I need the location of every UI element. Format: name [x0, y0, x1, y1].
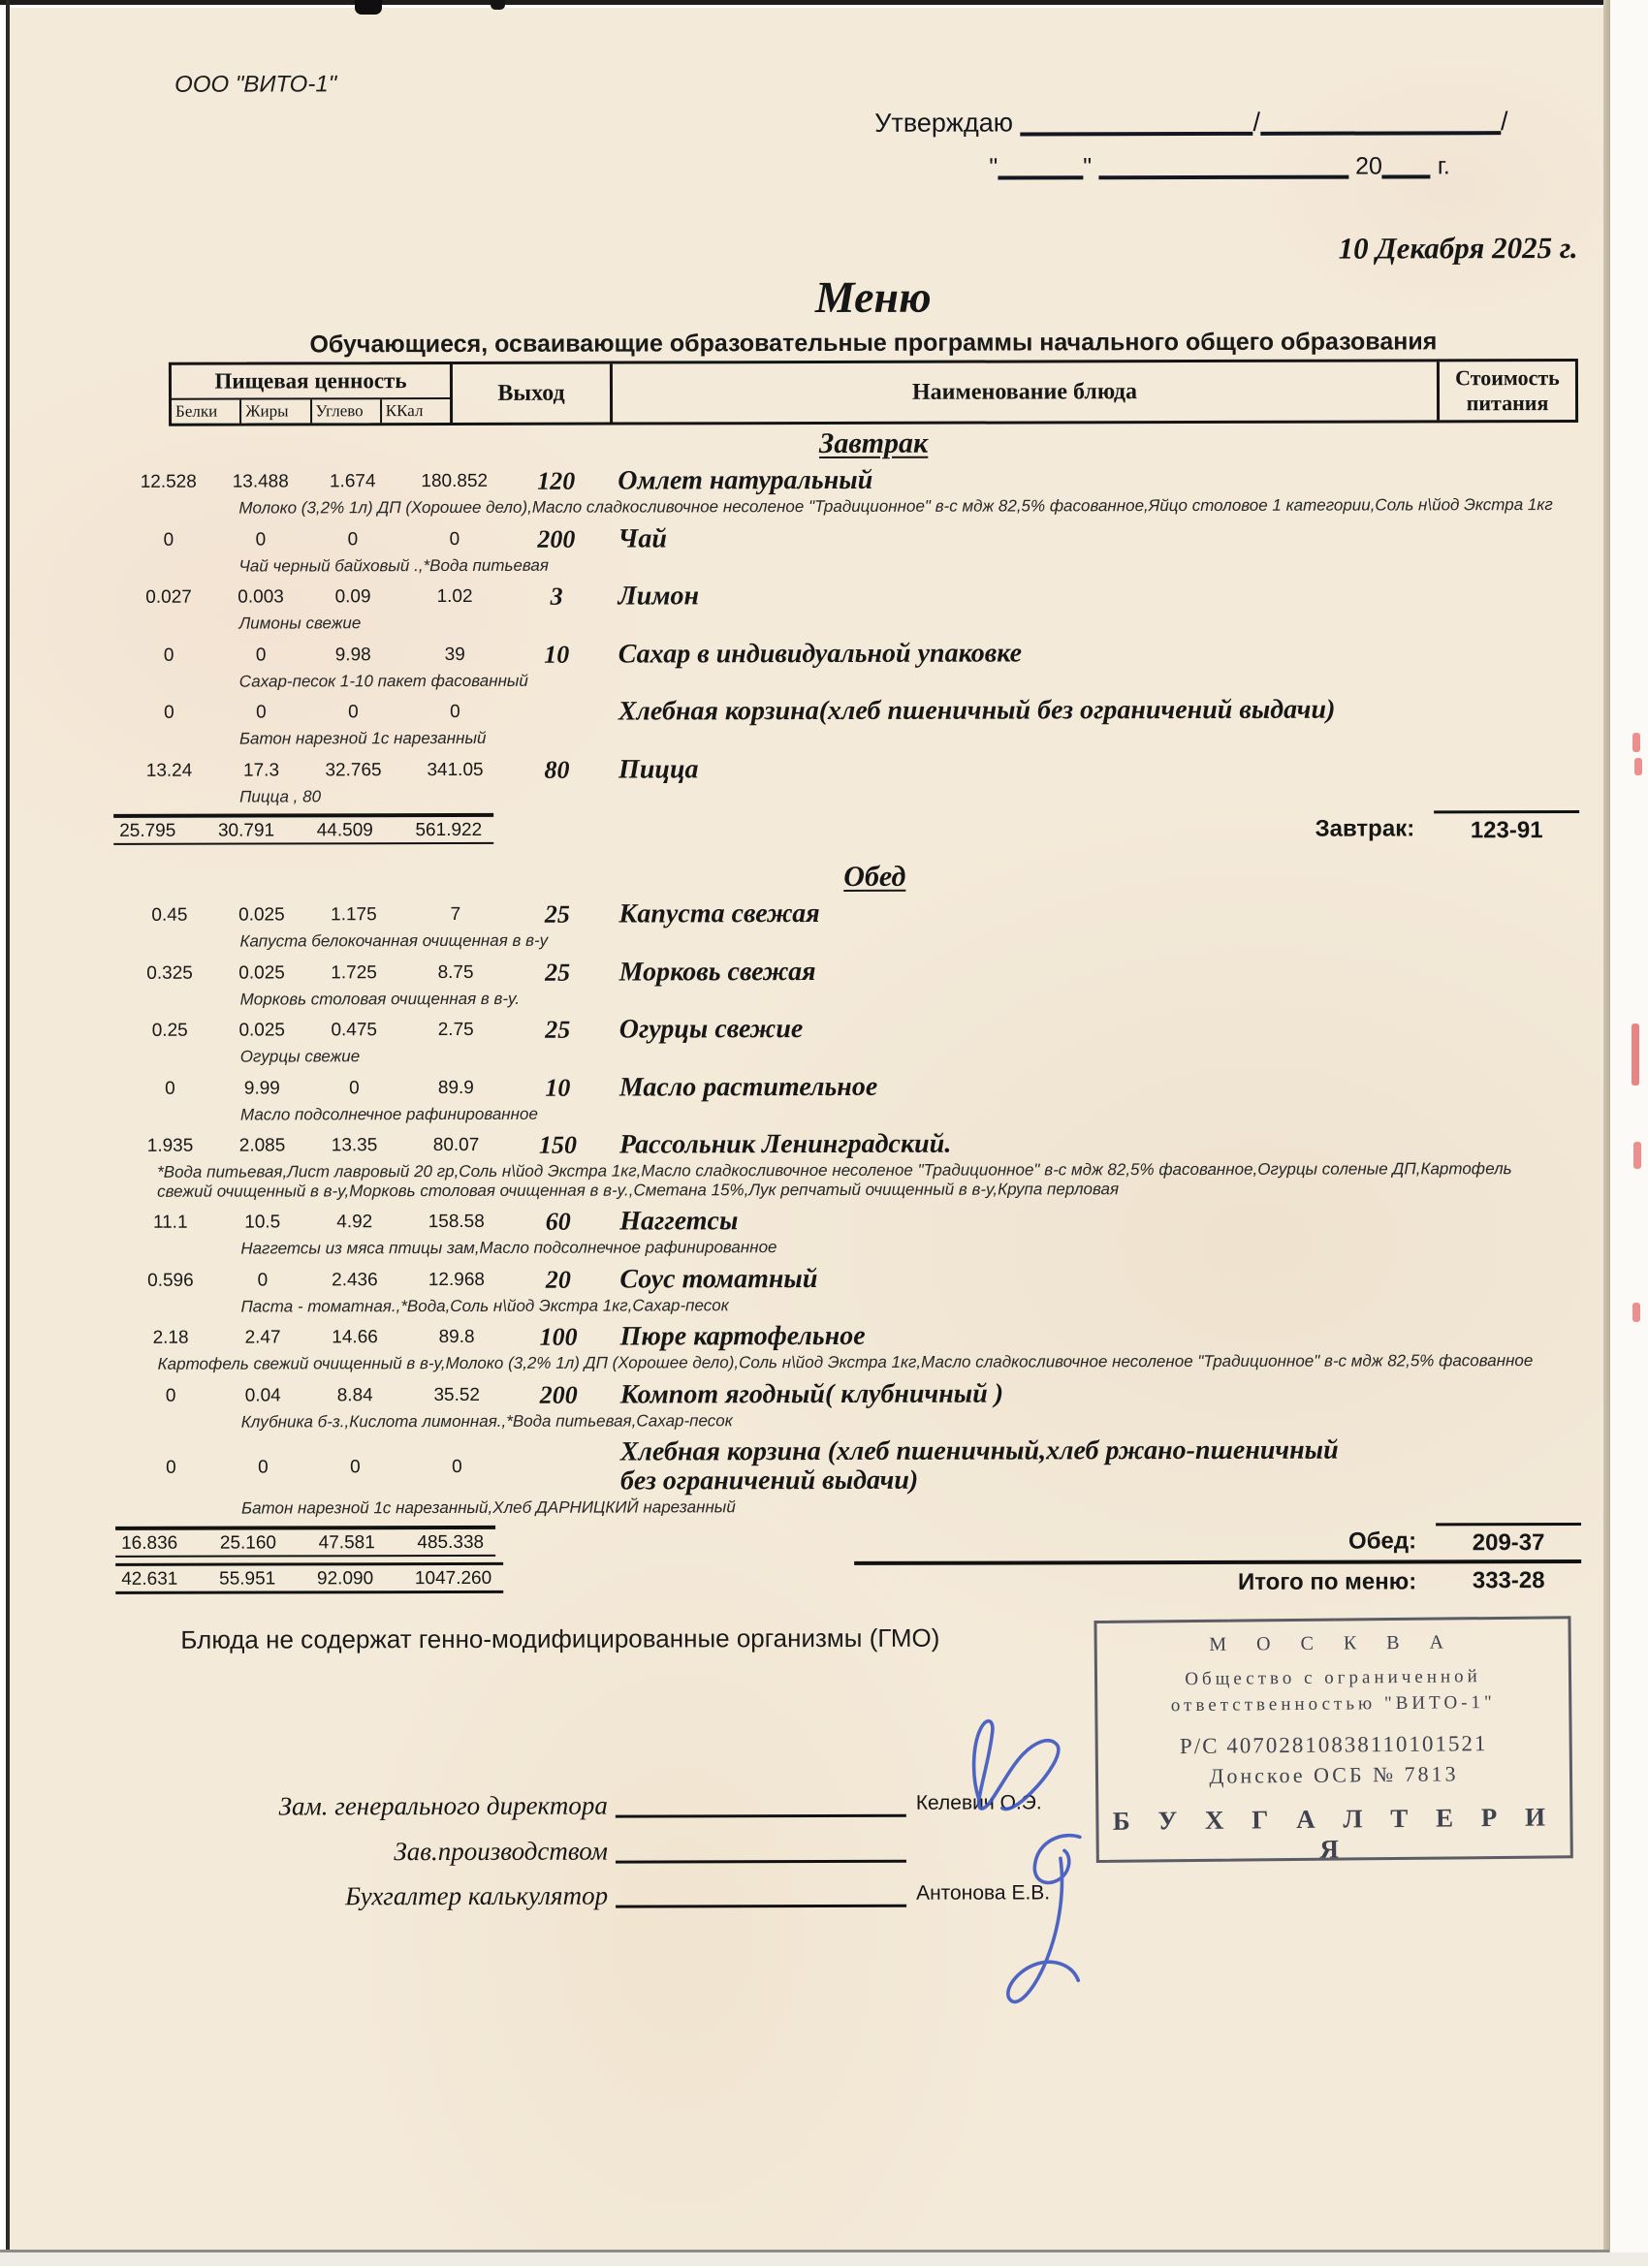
section-header-breakfast: Завтрак — [169, 425, 1578, 462]
carbs-value: 8.84 — [309, 1381, 401, 1410]
fat-value: 0 — [215, 641, 307, 670]
portion-size: 80 — [511, 755, 603, 784]
dish-ingredients: Чай черный байховый .,*Вода питьевая — [238, 552, 1567, 575]
menu-row — [1, 1435, 1648, 1519]
dish-ingredients: Лимоны свежие — [239, 611, 1568, 633]
portion-size: 60 — [512, 1208, 604, 1237]
protein-value: 0 — [124, 1074, 216, 1103]
carbs-value: 2.436 — [308, 1266, 400, 1295]
dish-name: Хлебная корзина (хлеб пшеничный,хлеб ржано-пшеничный без ограничений выдачи) — [620, 1436, 1377, 1496]
col-protein: Белки — [172, 400, 241, 424]
breakfast-totals-row — [0, 810, 1647, 849]
dish-ingredients: Масло подсолнечное рафинированное — [240, 1101, 1569, 1123]
menu-row-main — [0, 1128, 1648, 1161]
col-kcal: ККал — [382, 399, 450, 423]
grand-totals-row — [1, 1559, 1648, 1598]
total-kcal: 485.338 — [417, 1531, 484, 1553]
fat-value: 2.085 — [216, 1131, 308, 1160]
dish-ingredients: Морковь столовая очищенная в в-у. — [240, 986, 1569, 1008]
protein-value: 0 — [123, 699, 215, 728]
menu-row-main — [0, 955, 1648, 988]
approval-blank-line — [1098, 151, 1348, 180]
dish-name: Омлет натуральный — [618, 466, 872, 496]
total-carbs: 47.581 — [319, 1532, 375, 1554]
kcal-value: 0 — [398, 524, 510, 553]
stamp-bank-branch: Донское ОСБ № 7813 — [1098, 1757, 1569, 1792]
protein-value: 0.027 — [123, 583, 215, 613]
fat-value: 9.99 — [216, 1074, 308, 1103]
dish-name: Пюре картофельное — [620, 1322, 866, 1352]
menu-row — [0, 1128, 1648, 1201]
year-suffix: г. — [1438, 152, 1450, 179]
breakfast-rows — [0, 464, 1647, 806]
carbs-value: 1.175 — [307, 900, 399, 929]
menu-row — [0, 752, 1647, 806]
carbs-value: 1.674 — [306, 467, 398, 496]
page-subtitle: Обучающиеся, осваивающие образовательные программы начального общего образования — [169, 328, 1578, 360]
quote-mark: " — [1083, 153, 1092, 180]
protein-value: 0 — [125, 1381, 217, 1410]
carbs-value: 0.475 — [308, 1016, 400, 1045]
dish-ingredients: Батон нарезной 1с нарезанный,Хлеб ДАРНИЦКИЙ нарезанный — [241, 1496, 1569, 1518]
approval-blank-line — [1382, 150, 1431, 178]
dish-name: Хлебная корзина(хлеб пшеничный без ограничений выдачи) — [618, 696, 1336, 727]
protein-value: 13.24 — [123, 756, 215, 785]
gmo-note: Блюда не содержат генно-модифицированные организмы (ГМО) — [180, 1623, 939, 1655]
dish-ingredients: *Вода питьевая,Лист лавровый 20 гр,Соль н\йод Экстра 1кг,Масло сладкосливочное несоленое "Традиционное" в-с мдж 82,5% фасованное,Огурцы соленые ДП,Картофель свежий очищенный в в-у,Морковь столовая очищенная в в-у.,Сметана 15%,Лук репчатый очищенный в в-у,Крупа перловая — [157, 1159, 1570, 1201]
nutrition-group-title: Пищевая ценность — [172, 364, 450, 400]
approval-blank-line — [1020, 106, 1252, 137]
col-cost-line2: питания — [1467, 391, 1549, 416]
kcal-value: 39 — [399, 640, 511, 669]
col-carbs: Углево — [312, 399, 382, 423]
fat-value: 0.025 — [216, 1016, 308, 1045]
kcal-value: 89.9 — [400, 1073, 512, 1102]
menu-row — [0, 521, 1646, 576]
menu-row — [0, 637, 1647, 691]
kcal-value: 341.05 — [399, 755, 511, 784]
kcal-value: 80.07 — [400, 1131, 512, 1160]
fat-value: 0.025 — [215, 900, 307, 929]
signature-label: Зам. генерального директора — [147, 1791, 608, 1821]
menu-row — [0, 1205, 1648, 1259]
portion-size: 100 — [513, 1323, 605, 1352]
lunch-cost — [1348, 1522, 1581, 1557]
carbs-value: 0 — [309, 1453, 401, 1482]
protein-value: 0 — [123, 641, 215, 670]
menu-total-cost — [854, 1559, 1581, 1596]
protein-value: 12.528 — [122, 468, 214, 497]
col-dish-name: Наименование блюда — [613, 362, 1440, 422]
total-protein: 16.836 — [121, 1532, 177, 1554]
grand-nutrition-totals — [115, 1561, 503, 1593]
menu-total-label: Итого по меню: — [1238, 1566, 1416, 1595]
menu-row-main — [0, 1205, 1648, 1238]
approval-blank-line — [1260, 105, 1501, 136]
stamp-city: М О С К В А — [1097, 1630, 1569, 1657]
carbs-value: 9.98 — [307, 641, 399, 670]
signature-name: Келевич О.Э. — [916, 1791, 1042, 1818]
menu-row-main — [1, 1377, 1648, 1410]
kcal-value: 0 — [399, 698, 511, 727]
menu-body — [0, 425, 1648, 1601]
dish-ingredients: Молоко (3,2% 1л) ДП (Хорошее дело),Масло сладкосливочное несоленое "Традиционное" в-с мдж 82,5% фасованное,Яйцо столовое 1 категории,Соль н\йод Экстра 1кг — [238, 495, 1567, 518]
lunch-totals-row — [1, 1522, 1648, 1560]
stamp-department: Б У Х Г А Л Т Е Р И Я — [1098, 1802, 1570, 1867]
fat-value: 0 — [217, 1453, 309, 1482]
menu-total-value: 333-28 — [1436, 1565, 1581, 1593]
menu-row — [0, 1070, 1648, 1124]
document-date: 10 Декабря 2025 г. — [1093, 231, 1578, 267]
breakfast-cost-value: 123-91 — [1434, 810, 1579, 844]
kcal-value: 2.75 — [400, 1016, 512, 1045]
protein-value: 0.45 — [123, 901, 215, 930]
col-fat: Жиры — [241, 399, 311, 423]
fat-value: 13.488 — [214, 467, 306, 496]
page-title: Меню — [169, 273, 1578, 322]
total-carbs: 44.509 — [317, 820, 373, 841]
total-fat: 25.160 — [220, 1532, 276, 1554]
dish-name: Чай — [618, 524, 667, 553]
dish-ingredients: Сахар-песок 1-10 пакет фасованный — [239, 668, 1568, 690]
menu-row — [0, 1013, 1648, 1067]
signature-row-production-manager — [147, 1826, 1117, 1867]
breakfast-nutrition-totals — [113, 813, 493, 845]
menu-row — [1, 1377, 1648, 1432]
lunch-cost-label: Обед: — [1348, 1523, 1416, 1555]
dish-name: Компот ягодный( клубничный ) — [620, 1379, 1003, 1409]
dish-ingredients: Клубника б-з.,Кислота лимонная.,*Вода питьевая,Сахар-песок — [241, 1408, 1569, 1431]
carbs-value: 14.66 — [309, 1323, 401, 1352]
menu-row — [0, 955, 1648, 1009]
total-protein: 42.631 — [121, 1568, 177, 1590]
org-name: ООО "ВИТО-1" — [174, 71, 336, 98]
fat-value: 17.3 — [215, 756, 307, 785]
fat-value: 0.025 — [216, 959, 308, 988]
menu-row-main — [1, 1320, 1648, 1353]
breakfast-cost — [1315, 810, 1580, 845]
approval-line-2 — [874, 150, 1507, 182]
menu-row-main — [0, 521, 1646, 554]
signature-label: Бухгалтер калькулятор — [147, 1881, 608, 1911]
stamp-line: ответственностью "ВИТО-1" — [1097, 1688, 1569, 1719]
lunch-rows — [0, 898, 1648, 1519]
quote-mark: " — [989, 154, 998, 181]
menu-row-main — [0, 580, 1647, 613]
col-cost-line1: Стоимость — [1455, 365, 1560, 391]
fat-value: 0.003 — [215, 583, 307, 612]
protein-value: 0 — [122, 525, 214, 554]
portion-size: 150 — [512, 1131, 604, 1160]
menu-row-main — [0, 1070, 1648, 1103]
dish-name: Пицца — [618, 755, 699, 784]
menu-row-main — [0, 1013, 1648, 1046]
dish-name: Масло растительное — [619, 1072, 877, 1102]
dish-ingredients: Картофель свежий очищенный в в-у,Молоко (3,2% 1л) ДП (Хорошее дело),Соль н\йод Экстра 1кг,Масло сладкосливочное несоленое "Традиционное" в-с мдж 82,5% фасованное — [158, 1351, 1571, 1373]
lunch-cost-value: 209-37 — [1436, 1522, 1581, 1556]
menu-row — [0, 464, 1646, 519]
portion-size: 10 — [512, 1073, 604, 1102]
portion-size: 200 — [513, 1380, 605, 1409]
signature-label: Зав.производством — [147, 1837, 608, 1867]
dish-ingredients: Капуста белокочанная очищенная в в-у — [239, 929, 1568, 951]
stamp-line: Общество с ограниченной — [1097, 1662, 1569, 1693]
dish-name: Морковь свежая — [619, 958, 816, 988]
kcal-value: 8.75 — [400, 958, 512, 987]
menu-row — [0, 1262, 1648, 1316]
carbs-value: 32.765 — [307, 756, 399, 785]
approve-label: Утверждаю — [874, 108, 1013, 137]
carbs-value: 0 — [306, 525, 398, 554]
carbs-value: 13.35 — [308, 1131, 400, 1160]
carbs-value: 0 — [308, 1074, 400, 1103]
carbs-value: 0.09 — [307, 583, 399, 612]
accounting-stamp — [1093, 1616, 1572, 1863]
col-cost — [1440, 362, 1575, 420]
protein-value: 11.1 — [124, 1209, 216, 1238]
approval-line-1 — [874, 105, 1507, 139]
dish-name: Рассольник Ленинградский. — [619, 1130, 951, 1160]
dish-name: Капуста свежая — [618, 899, 819, 929]
slash: / — [1501, 107, 1508, 136]
fat-value: 0 — [215, 698, 307, 727]
fat-value: 0 — [216, 1266, 308, 1295]
menu-row-main — [0, 695, 1647, 728]
menu-row — [0, 580, 1647, 634]
dish-name: Сахар в индивидуальной упаковке — [618, 639, 1022, 669]
total-carbs: 92.090 — [317, 1568, 373, 1590]
slash: / — [1252, 108, 1260, 137]
lunch-nutrition-totals — [115, 1525, 495, 1557]
fat-value: 2.47 — [217, 1323, 309, 1352]
portion-size: 3 — [511, 583, 603, 612]
signature-line — [616, 1781, 906, 1818]
dish-ingredients: Пицца , 80 — [239, 783, 1568, 805]
dish-name: Лимон — [618, 582, 700, 611]
menu-row-main — [0, 898, 1647, 930]
approval-blank-line — [998, 151, 1083, 179]
portion-size: 25 — [512, 958, 604, 987]
menu-row — [0, 898, 1648, 952]
portion-size: 25 — [512, 1016, 604, 1045]
portion-size: 120 — [510, 467, 602, 496]
kcal-value: 35.52 — [401, 1380, 513, 1409]
approval-block — [874, 105, 1507, 182]
total-protein: 25.795 — [119, 821, 175, 842]
stamp-account-number: Р/С 40702810838110101521 — [1098, 1727, 1569, 1762]
kcal-value: 0 — [401, 1453, 513, 1482]
protein-value: 0.325 — [124, 959, 216, 988]
signature-line — [616, 1872, 906, 1908]
nutrition-subcolumns — [172, 399, 450, 424]
carbs-value: 1.725 — [308, 959, 400, 988]
dish-ingredients: Наггетсы из мяса птицы зам,Масло подсолнечное рафинированное — [240, 1236, 1569, 1258]
protein-value: 2.18 — [125, 1324, 217, 1353]
portion-size: 25 — [511, 900, 603, 929]
signature-line — [616, 1827, 906, 1864]
menu-row-main — [0, 464, 1646, 497]
kcal-value: 1.02 — [399, 583, 511, 612]
fat-value: 0.04 — [217, 1381, 309, 1410]
total-fat: 30.791 — [218, 820, 274, 841]
total-kcal: 561.922 — [415, 820, 482, 841]
menu-row-main — [0, 752, 1647, 785]
nutrition-header-group — [172, 364, 453, 424]
total-kcal: 1047.260 — [415, 1567, 491, 1589]
menu-row — [0, 695, 1647, 749]
dish-ingredients: Огурцы свежие — [240, 1044, 1569, 1066]
fat-value: 0 — [214, 525, 306, 554]
total-fat: 55.951 — [219, 1568, 275, 1590]
carbs-value: 4.92 — [308, 1208, 400, 1237]
menu-table-header — [169, 359, 1578, 426]
kcal-value: 158.58 — [400, 1208, 512, 1237]
protein-value: 1.935 — [124, 1132, 216, 1161]
year-prefix: 20 — [1355, 152, 1382, 179]
menu-row-main — [1, 1435, 1648, 1497]
protein-value: 0.596 — [124, 1266, 216, 1295]
fat-value: 10.5 — [216, 1208, 308, 1237]
portion-size: 20 — [512, 1265, 604, 1294]
protein-value: 0 — [125, 1454, 217, 1483]
kcal-value: 89.8 — [401, 1323, 513, 1352]
menu-row — [1, 1320, 1648, 1374]
breakfast-cost-label: Завтрак: — [1315, 810, 1415, 842]
section-header-lunch: Обед — [170, 859, 1579, 896]
portion-size: 200 — [510, 524, 602, 553]
dish-ingredients: Паста - томатная.,*Вода,Соль н\йод Экстра 1кг,Сахар-песок — [240, 1293, 1569, 1315]
kcal-value: 12.968 — [400, 1265, 512, 1294]
signature-row-deputy-director — [147, 1780, 1117, 1821]
col-output: Выход — [453, 364, 613, 423]
dish-name: Наггетсы — [619, 1207, 738, 1236]
carbs-value: 0 — [307, 698, 399, 727]
dish-name: Соус томатный — [619, 1265, 817, 1295]
menu-row-main — [0, 637, 1647, 670]
protein-value: 0.25 — [124, 1017, 216, 1046]
signature-name: Антонова Е.В. — [916, 1881, 1050, 1908]
dish-ingredients: Батон нарезной 1с нарезанный — [239, 726, 1568, 748]
dish-name: Огурцы свежие — [619, 1015, 804, 1044]
signature-row-accountant — [147, 1871, 1117, 1911]
kcal-value: 180.852 — [398, 467, 510, 496]
kcal-value: 7 — [399, 900, 511, 929]
menu-row-main — [0, 1262, 1648, 1295]
portion-size: 10 — [511, 640, 603, 669]
